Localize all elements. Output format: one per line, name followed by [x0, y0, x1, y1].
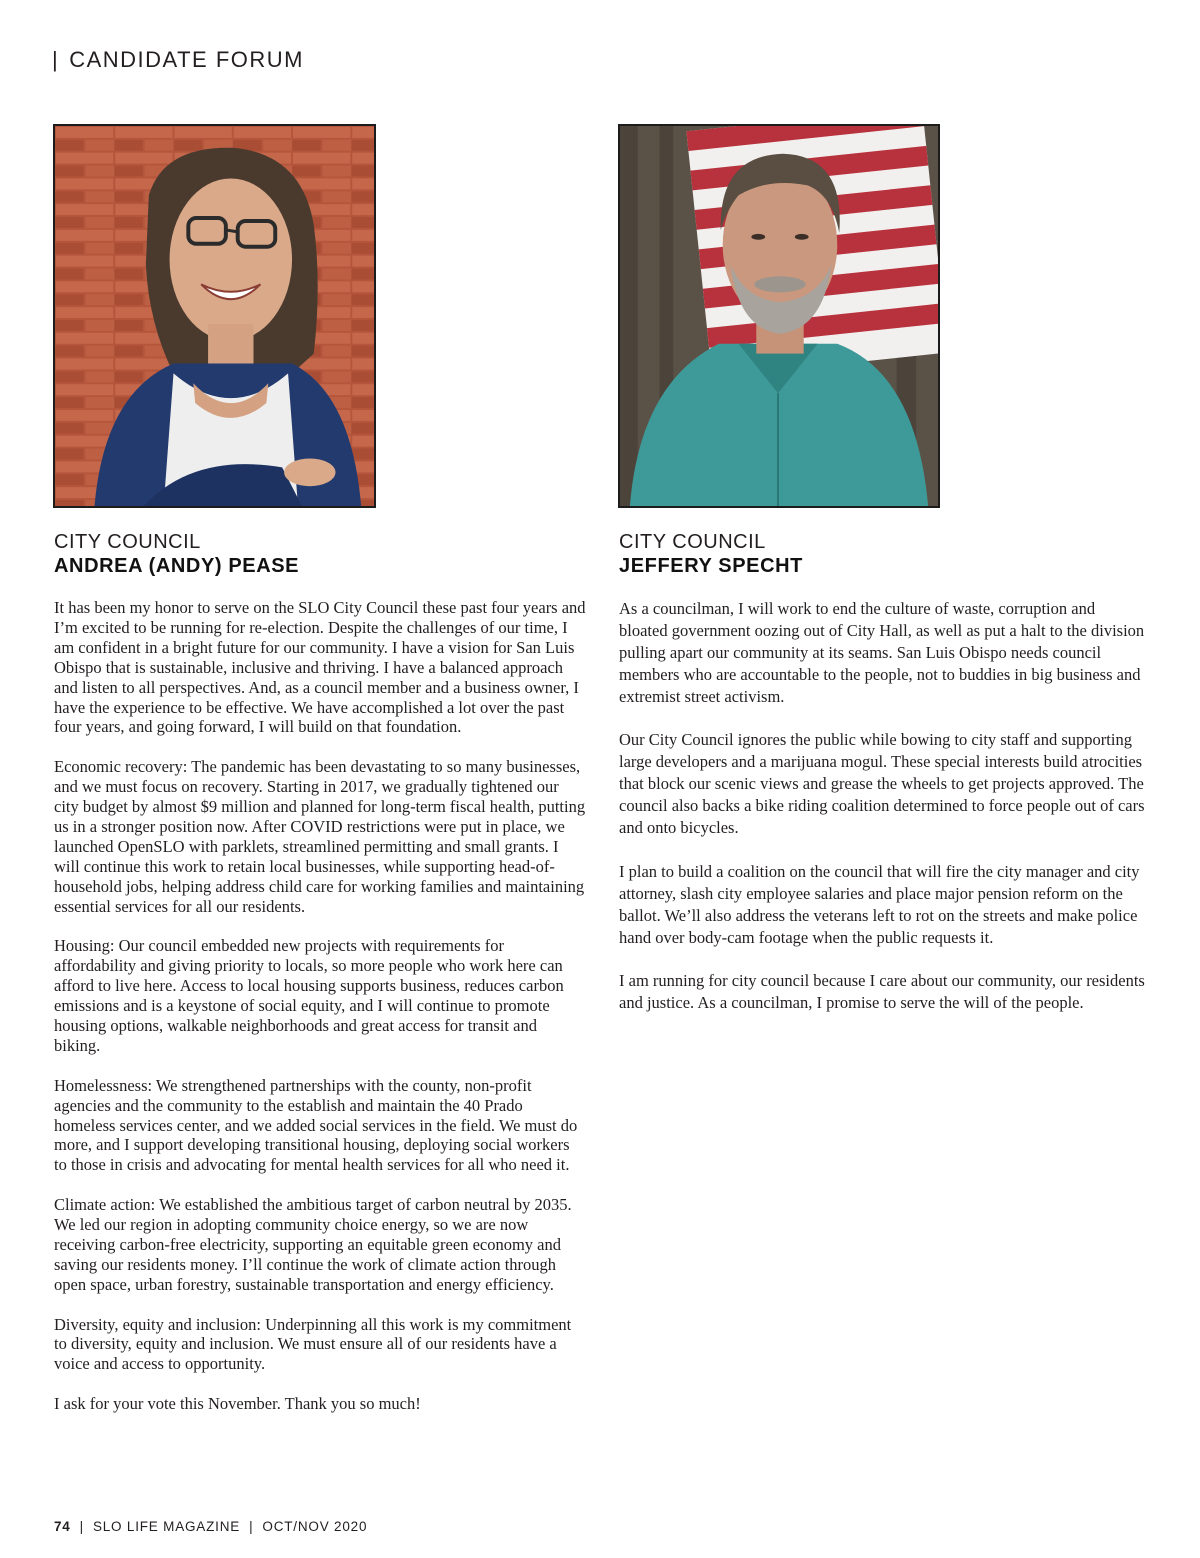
statement-paragraph: Economic recovery: The pandemic has been devastating to so many businesses, and we must focus on recovery. Starting in 2017, we gradually tightened our city budget by almost $9 million and planned for long-term fiscal health, putting us in a stronger position now. After COVID restrictions were put in place, we launched OpenSLO with parklets, streamlined permitting and small grants. I will continue this work to retain local businesses, while supporting head-of-household jobs, helping address child care for working families and maintaining essential services for all our residents. [54, 757, 586, 916]
publication-name: SLO LIFE MAGAZINE [92, 1519, 241, 1534]
portrait-image-pease [55, 126, 374, 506]
statement-paragraph: As a councilman, I will work to end the culture of waste, corruption and bloated government oozing out of City Hall, as well as put a halt to the division pulling apart our community at its seams. San Luis Obispo needs council members who are accountable to the people, not to buddies in big business and extremist street activism. [619, 599, 1145, 706]
section-header [52, 47, 304, 73]
statement-paragraph: I ask for your vote this November. Thank you so much! [54, 1394, 421, 1414]
statement-paragraph: Diversity, equity and inclusion: Underpinning all this work is my commitment to diversity, equity and inclusion. We must ensure all of our residents have a voice and access to opportunity. [54, 1314, 572, 1374]
page-footer [54, 1519, 367, 1534]
statement-paragraph: I am running for city council because I care about our community, our residents and justice. As a councilman, I promise to serve the will of the people. [619, 971, 1145, 1013]
candidate-statement-pease [54, 598, 586, 1434]
candidate-photo-pease [53, 124, 376, 508]
statement-paragraph: Homelessness: We strengthened partnerships with the county, non-profit agencies and the community to the establish and maintain the 40 Prado homeless services center, and we added social services in the field. We must do more, and I support developing transitional housing, deploying social workers to those in crisis and advocating for mental health services for all who need it. [54, 1075, 578, 1175]
candidate-statement-specht [619, 598, 1147, 1036]
page-number: 74 [54, 1519, 71, 1534]
portrait-image-specht [620, 126, 938, 506]
candidate-photo-specht [618, 124, 940, 508]
header-divider: | [52, 47, 60, 72]
statement-paragraph: Housing: Our council embedded new projects with requirements for affordability and giving priority to locals, so more people who work here can afford to live here. Access to local housing supports business, reduces carbon emissions and is a keystone of social equity, and I will continue to promote housing options, walkable neighborhoods and great access for transit and biking. [54, 936, 564, 1055]
candidate-name-specht: JEFFERY SPECHT [619, 555, 803, 577]
statement-paragraph: Our City Council ignores the public while bowing to city staff and supporting large developers and a marijuana mogul. These special interests build atrocities that block our scenic views and grease the wheels to get projects approved. The council also backs a bike riding coalition determined to force people out of cars and onto bicycles. [619, 730, 1145, 838]
candidate-name-pease: ANDREA (ANDY) PEASE [54, 555, 300, 577]
issue-date: OCT/NOV 2020 [262, 1519, 368, 1534]
footer-divider: | [79, 1519, 84, 1534]
statement-paragraph: I plan to build a coalition on the council that will fire the city manager and city attorney, slash city employee salaries and place major pension reform on the ballot. We’ll also address the veterans left to rot on the streets and make police hand over body-cam footage when the public requests it. [619, 861, 1140, 947]
candidate-office-specht: CITY COUNCIL [619, 531, 766, 553]
footer-divider: | [249, 1519, 254, 1534]
statement-paragraph: Climate action: We established the ambitious target of carbon neutral by 2035. We led our region in adopting community choice energy, so we are now receiving carbon-free electricity, supporting an equitable green economy and saving our residents money. I’ll continue the work of climate action through open space, urban forestry, sustainable transportation and energy efficiency. [54, 1195, 572, 1294]
candidate-office-pease: CITY COUNCIL [54, 531, 201, 553]
section-title: CANDIDATE FORUM [69, 47, 304, 72]
statement-paragraph: It has been my honor to serve on the SLO City Council these past four years and I’m excited to be running for re-election. Despite the challenges of our time, I am confident in a bright future for our community. I have a vision for San Luis Obispo that is sustainable, inclusive and thriving. I have a balanced approach and listen to all perspectives. And, as a council member and a business owner, I have the experience to be effective. We have accomplished a lot over the past four years, and going forward, I will build on that foundation. [54, 598, 586, 737]
